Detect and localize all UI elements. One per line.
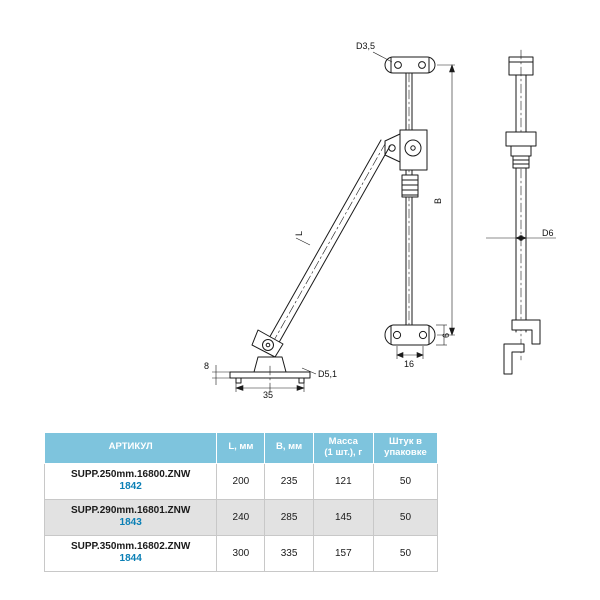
label-d6: D6: [542, 228, 554, 238]
label-d51: D5,1: [318, 369, 338, 379]
vertical-rod: [406, 73, 412, 332]
cell-l: 200: [217, 463, 265, 499]
header-pack-line2: упаковке: [384, 446, 427, 458]
label-dim6: 6: [441, 332, 451, 338]
header-mass: [313, 433, 373, 464]
cell-article: [45, 499, 217, 535]
header-l: L, мм: [217, 433, 265, 464]
article-code: 1844: [119, 553, 142, 565]
header-pack-line1: Штук в: [389, 436, 422, 447]
label-d35: D3,5: [356, 41, 376, 51]
header-b: B, мм: [265, 433, 313, 464]
cell-pack: 50: [373, 463, 437, 499]
article-code: 1842: [119, 481, 142, 493]
cell-article: [45, 535, 217, 571]
article-name: SUPP.250mm.16800.ZNW: [70, 468, 191, 480]
header-pack: [373, 433, 437, 464]
table-row: [45, 499, 438, 535]
label-b: B: [433, 197, 443, 204]
article-name: SUPP.290mm.16801.ZNW: [70, 504, 191, 516]
leader-l: [296, 238, 310, 245]
table-row: [45, 535, 438, 571]
table-header-row: [45, 433, 438, 464]
pivot-knuckle: [385, 130, 427, 170]
cell-article: [45, 463, 217, 499]
cell-l: 300: [217, 535, 265, 571]
header-mass-line1: Масса: [328, 436, 358, 447]
header-article: АРТИКУЛ: [45, 433, 217, 464]
cell-l: 240: [217, 499, 265, 535]
cell-mass: 157: [313, 535, 373, 571]
top-mounting-plate: [385, 57, 435, 73]
table-row: [45, 463, 438, 499]
article-name: SUPP.350mm.16802.ZNW: [70, 540, 191, 552]
damper-sleeve: [402, 175, 418, 197]
label-l: L: [294, 230, 304, 236]
specification-table: [44, 432, 438, 572]
label-dim8: 8: [204, 361, 210, 371]
side-profile-view: [504, 50, 540, 374]
cell-pack: 50: [373, 499, 437, 535]
header-mass-line2: (1 шт.), г: [324, 446, 363, 458]
article-code: 1843: [119, 517, 142, 529]
cell-mass: 121: [313, 463, 373, 499]
cell-b: 285: [265, 499, 313, 535]
cell-b: 335: [265, 535, 313, 571]
cell-pack: 50: [373, 535, 437, 571]
extended-arm-assembly: [230, 140, 390, 392]
leader-d35: [373, 52, 392, 62]
cell-b: 235: [265, 463, 313, 499]
label-dim35: 35: [263, 390, 274, 400]
label-dim16: 16: [404, 359, 415, 369]
bottom-mounting-plate: [385, 325, 435, 345]
cell-mass: 145: [313, 499, 373, 535]
